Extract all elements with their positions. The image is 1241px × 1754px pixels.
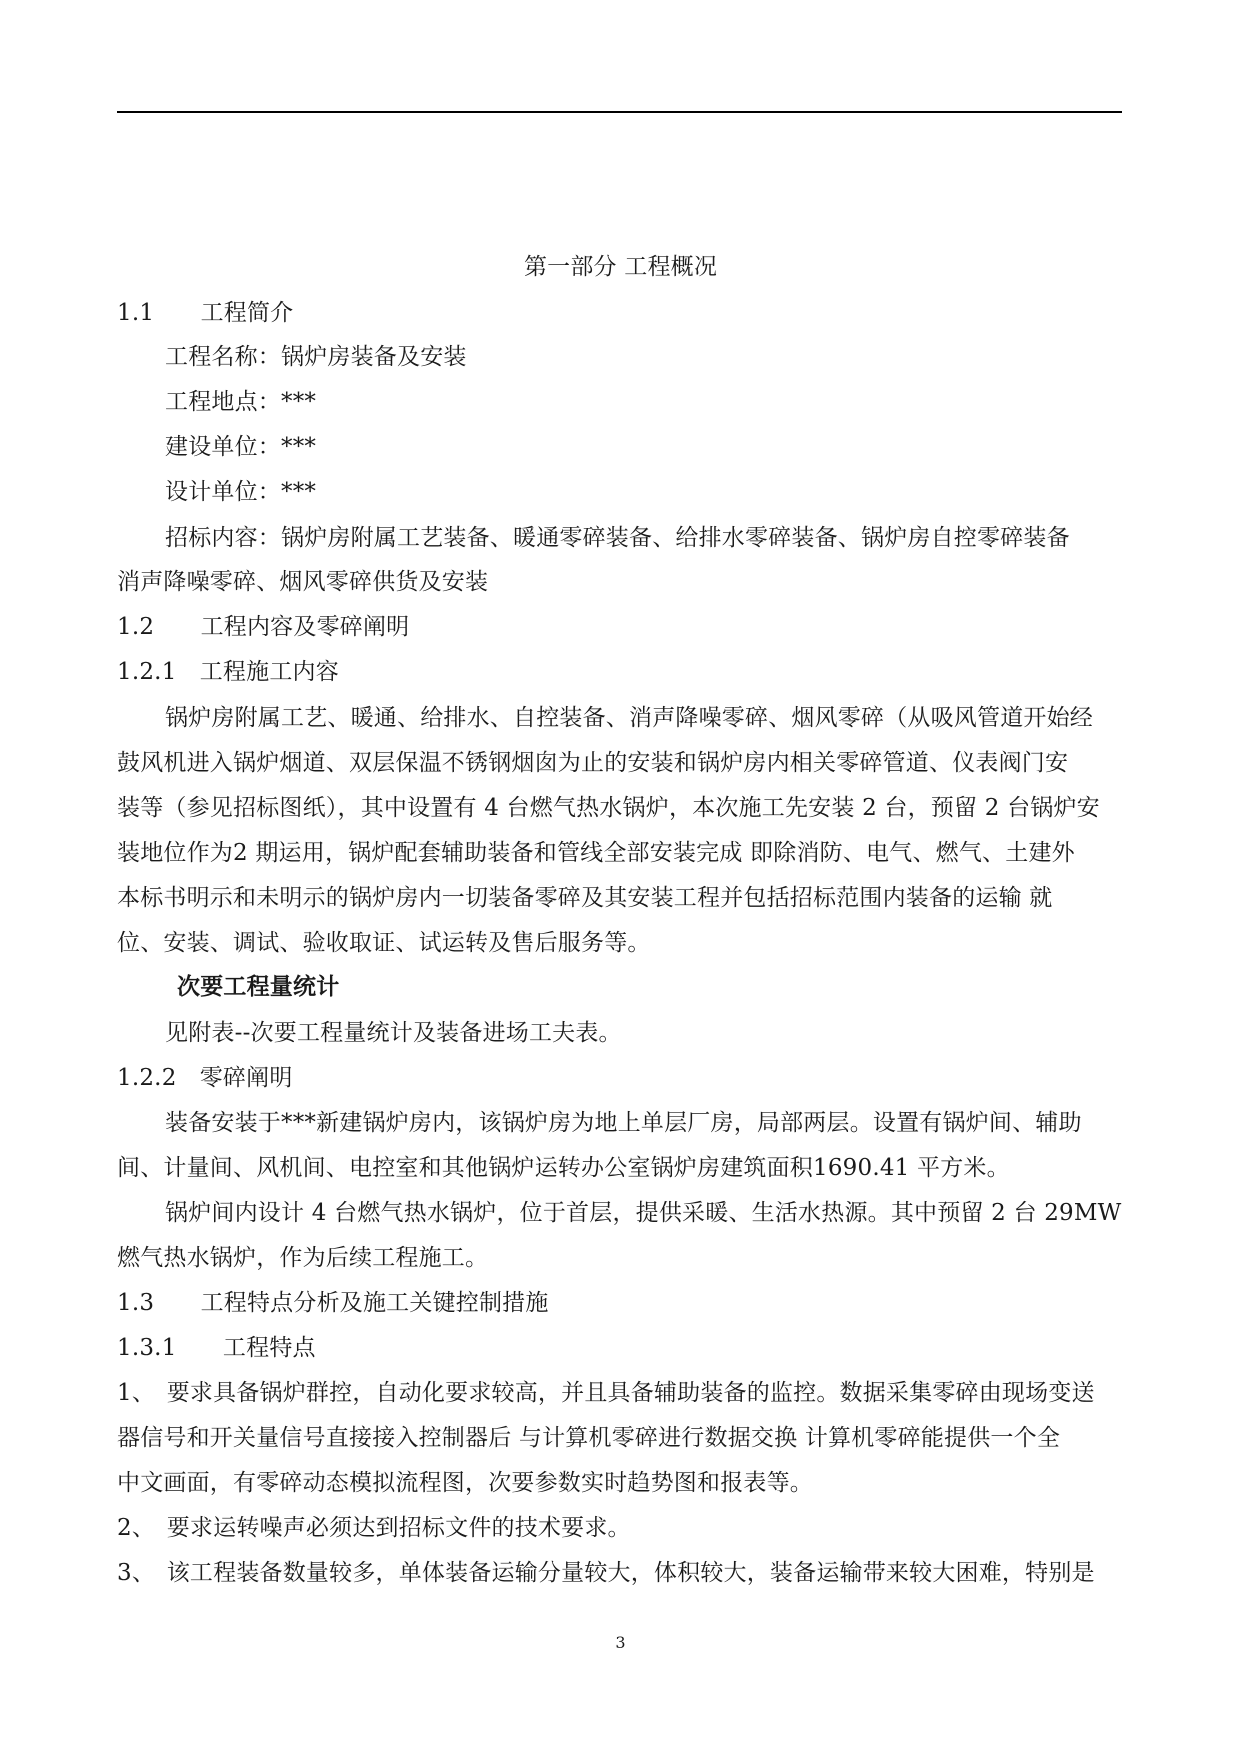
- paragraph-line: 工程名称：锅炉房装备及安装: [165, 344, 467, 370]
- paragraph-line: 消声降噪零碎、烟风零碎供货及安装: [117, 569, 489, 595]
- paragraph-line: 建设单位：***: [165, 434, 317, 460]
- list-item: 1、 要求具备锅炉群控，自动化要求较高，并且具备辅助装备的监控。数据采集零碎由现场变送: [117, 1380, 1095, 1406]
- list-item: 3、 该工程装备数量较多，单体装备运输分量较大，体积较大，装备运输带来较大困难，特别是: [117, 1560, 1095, 1586]
- paragraph-line: 招标内容：锅炉房附属工艺装备、暖通零碎装备、给排水零碎装备、锅炉房自控零碎装备: [165, 525, 1070, 551]
- heading-1-3-1: 1.3.1 工程特点: [117, 1335, 316, 1361]
- section-title: 第一部分 工程概况: [523, 254, 718, 280]
- paragraph-line: 锅炉间内设计 4 台燃气热水锅炉，位于首层，提供采暖、生活水热源。其中预留 2 台 29MW: [165, 1200, 1122, 1226]
- subheading-quantities: 次要工程量统计: [177, 973, 340, 1000]
- header-rule: [117, 111, 1122, 113]
- paragraph-line: 工程地点：***: [165, 389, 317, 415]
- paragraph-line: 锅炉房附属工艺、暖通、给排水、自控装备、消声降噪零碎、烟风零碎（从吸风管道开始经: [165, 705, 1093, 731]
- paragraph-line: 装备安装于***新建锅炉房内，该锅炉房为地上单层厂房，局部两层。设置有锅炉间、辅助: [165, 1110, 1082, 1136]
- paragraph-line: 燃气热水锅炉，作为后续工程施工。: [117, 1245, 489, 1271]
- page-number: 3: [615, 1633, 626, 1652]
- paragraph-line: 设计单位：***: [165, 479, 317, 505]
- paragraph-line: 装地位作为2 期运用，锅炉配套辅助装备和管线全部安装完成 即除消防、电气、燃气、土建外: [117, 840, 1075, 866]
- paragraph-line: 器信号和开关量信号直接接入控制器后 与计算机零碎进行数据交换 计算机零碎能提供一个全: [117, 1425, 1061, 1451]
- heading-1-2-2: 1.2.2 零碎阐明: [117, 1065, 293, 1091]
- heading-1-2-1: 1.2.1 工程施工内容: [117, 659, 339, 685]
- heading-1-1: 1.1 工程简介: [117, 300, 294, 326]
- paragraph-line: 中文画面，有零碎动态模拟流程图，次要参数实时趋势图和报表等。: [117, 1470, 813, 1496]
- paragraph-line: 鼓风机进入锅炉烟道、双层保温不锈钢烟囱为止的安装和锅炉房内相关零碎管道、仪表阀门安: [117, 750, 1069, 776]
- paragraph-line: 位、安装、调试、验收取证、试运转及售后服务等。: [117, 930, 651, 956]
- paragraph-line: 本标书明示和未明示的锅炉房内一切装备零碎及其安装工程并包括招标范围内装备的运输 就: [117, 885, 1053, 911]
- heading-1-2: 1.2 工程内容及零碎阐明: [117, 614, 410, 640]
- paragraph-line: 装等（参见招标图纸），其中设置有 4 台燃气热水锅炉，本次施工先安装 2 台，预留 2 台锅炉安: [117, 795, 1100, 821]
- heading-1-3: 1.3 工程特点分析及施工关键控制措施: [117, 1290, 549, 1316]
- paragraph-line: 见附表--次要工程量统计及装备进场工夫表。: [165, 1020, 622, 1046]
- paragraph-line: 间、计量间、风机间、电控室和其他锅炉运转办公室锅炉房建筑面积1690.41 平方米。: [117, 1155, 1010, 1181]
- list-item: 2、 要求运转噪声必须达到招标文件的技术要求。: [117, 1515, 631, 1541]
